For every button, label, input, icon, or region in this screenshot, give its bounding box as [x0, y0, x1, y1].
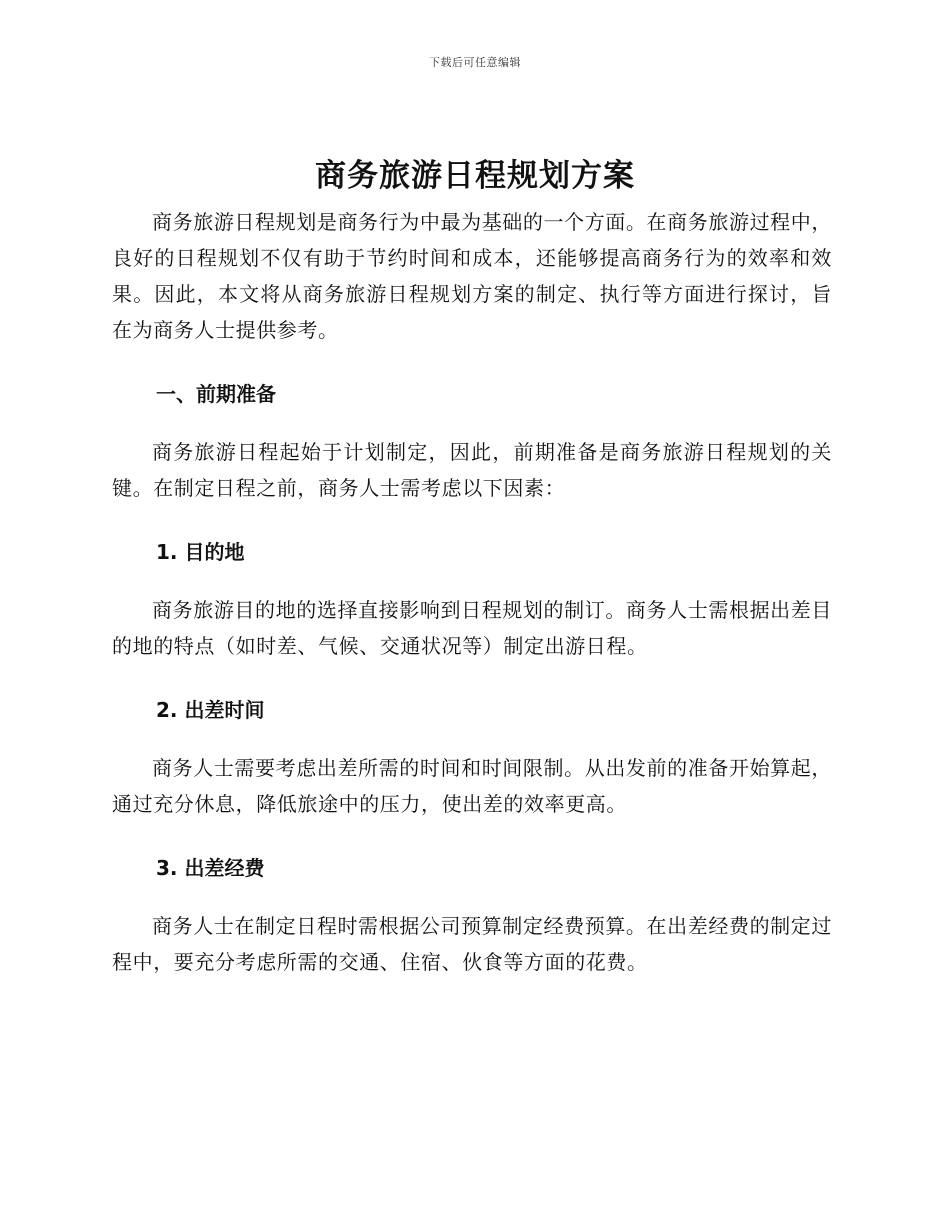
- item-paragraph-travel-budget: 商务人士在制定日程时需根据公司预算制定经费预算。在出差经费的制定过程中，要充分考虑所需的交通、住宿、伙食等方面的花费。: [112, 914, 832, 974]
- document-body: [112, 204, 832, 980]
- item-heading-travel-budget: 3. 出差经费: [156, 856, 265, 880]
- intro-paragraph: 商务旅游日程规划是商务行为中最为基础的一个方面。在商务旅游过程中，良好的日程规划不仅有助于节约时间和成本，还能够提高商务行为的效率和效果。因此，本文将从商务旅游日程规划方案的制定、执行等方面进行探讨，旨在为商务人士提供参考。: [112, 210, 832, 342]
- item-paragraph-travel-time: 商务人士需要考虑出差所需的时间和时间限制。从出发前的准备开始算起，通过充分休息，降低旅途中的压力，使出差的效率更高。: [112, 756, 832, 816]
- document-title: 商务旅游日程规划方案: [315, 158, 635, 194]
- item-heading-destination: 1. 目的地: [156, 540, 245, 564]
- section-heading-preparation: 一、前期准备: [156, 382, 276, 406]
- item-paragraph-destination: 商务旅游目的地的选择直接影响到日程规划的制订。商务人士需根据出差目的地的特点（如时差、气候、交通状况等）制定出游日程。: [112, 598, 832, 658]
- section-paragraph-preparation: 商务旅游日程起始于计划制定，因此，前期准备是商务旅游日程规划的关键。在制定日程之前，商务人士需考虑以下因素：: [112, 440, 832, 500]
- item-heading-travel-time: 2. 出差时间: [156, 698, 265, 722]
- header-note: 下载后可任意编辑: [429, 56, 521, 69]
